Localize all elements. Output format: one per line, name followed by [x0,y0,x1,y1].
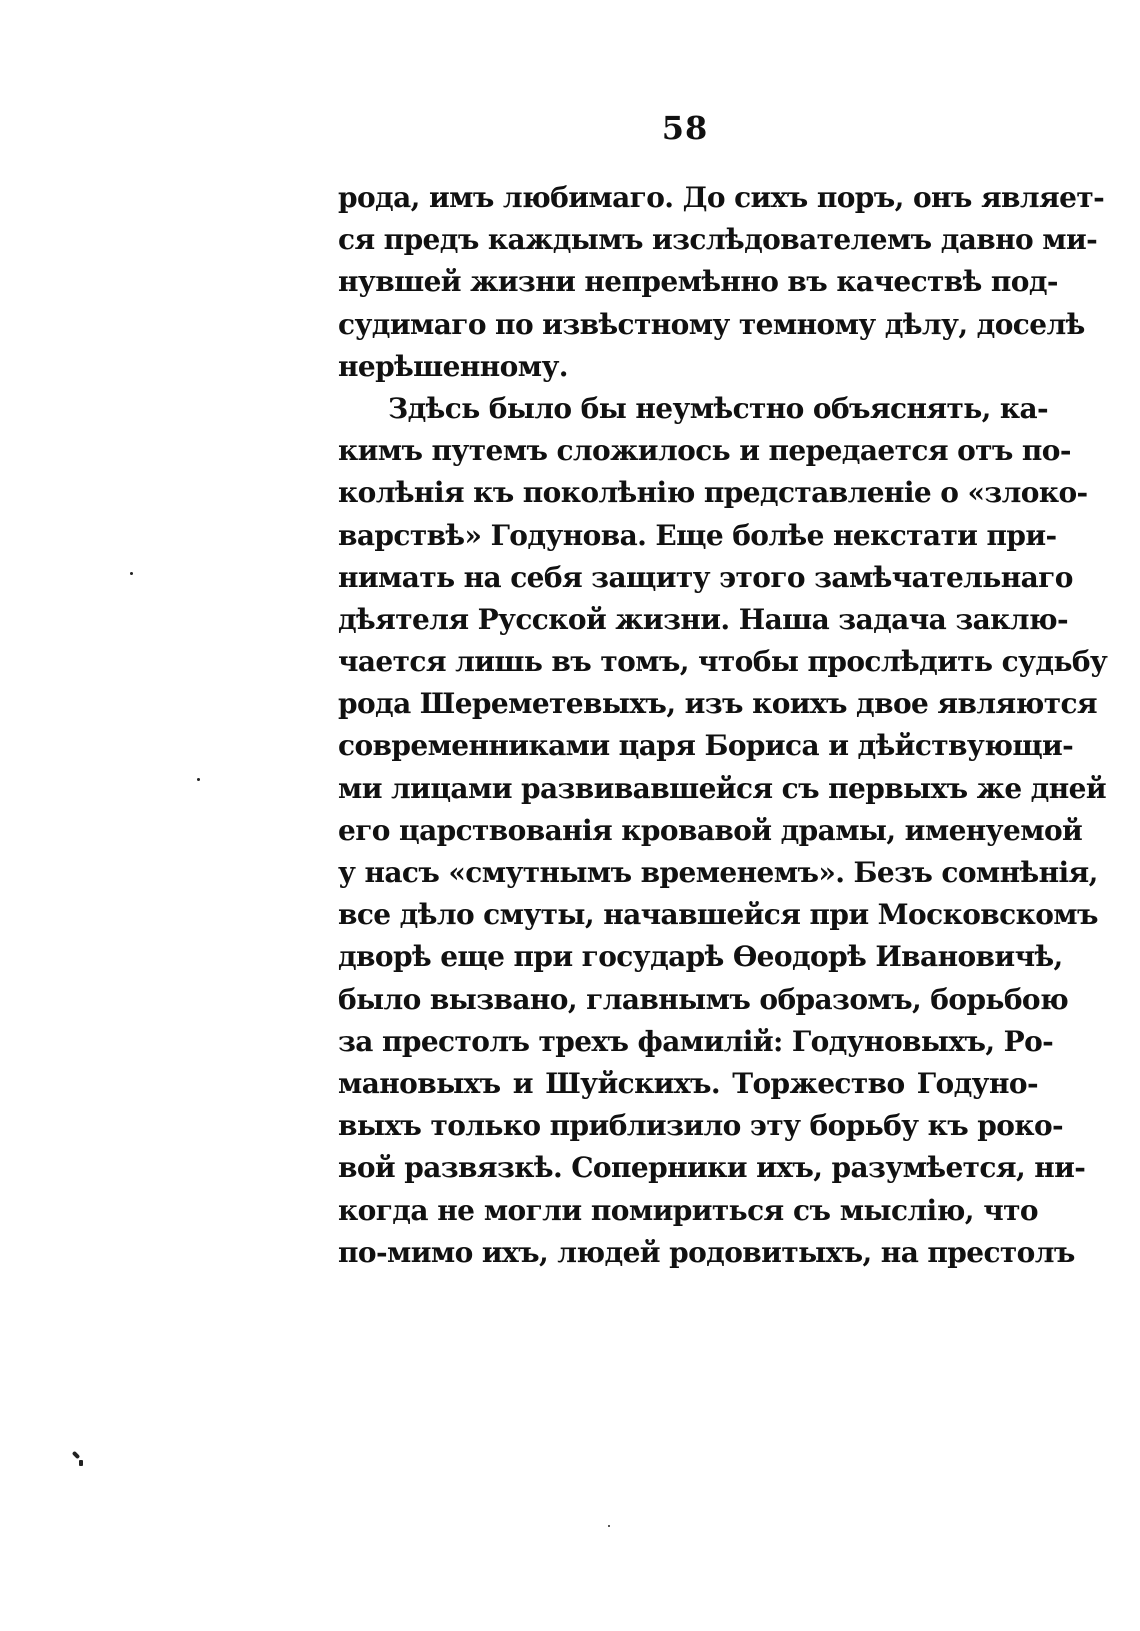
scan-speck [197,778,200,781]
text-line: рода Шереметевыхъ, изъ коихъ двое являются [338,687,1097,721]
text-line: было вызвано, главнымъ образомъ, борьбою [338,982,1069,1016]
text-line: его царствованія кровавой драмы, именуемой [338,813,1083,847]
scan-speck [130,572,133,575]
text-line: нувшей жизни непремѣнно въ качествѣ под- [338,265,1058,299]
text-line: рода, имъ любимаго. До сихъ поръ, онъ являет- [338,181,1105,214]
text-line: современниками царя Бориса и дѣйствующи- [338,729,1074,763]
text-line: за престолъ трехъ фамилій: Годуновыхъ, Ро- [338,1024,1054,1058]
text-line: мановыхъ и Шуйскихъ. Торжество Годуно- [338,1066,1038,1100]
text-line: варствѣ» Годунова. Еще болѣе некстати при- [338,518,1057,552]
scan-speck [79,1460,83,1466]
body-text [338,177,1108,1274]
text-line: все дѣло смуты, начавшейся при Московскомъ [338,898,1098,932]
page-number: 58 [661,109,709,147]
text-line: по-мимо ихъ, людей родовитыхъ, на престолъ [338,1235,1075,1269]
scan-speck [608,1525,610,1527]
text-line: судимаго по извѣстному темному дѣлу, доселѣ [338,307,1085,341]
text-line: нимать на себя защиту этого замѣчательнаго [338,560,1073,594]
text-line: ся предъ каждымъ изслѣдователемъ давно ми- [338,223,1098,257]
scan-speck [72,1451,80,1459]
text-line: у насъ «смутнымъ временемъ». Безъ сомнѣнія, [338,856,1098,889]
text-line: вой развязкѣ. Соперники ихъ, разумѣется, ни- [338,1151,1086,1185]
text-line: когда не могли помириться съ мыслію, что [338,1193,1038,1227]
text-line: дѣятеля Русской жизни. Наша задача заклю- [338,602,1069,636]
text-line: дворѣ еще при государѣ Ѳеодорѣ Ивановичѣ, [338,940,1063,974]
paragraph-end-line: нерѣшенному. [338,349,568,383]
paragraph-start-line: Здѣсь было бы неумѣстно объяснять, ка- [388,391,1049,425]
text-line: ми лицами развивавшейся съ первыхъ же дней [338,771,1107,805]
text-line: выхъ только приблизило эту борьбу къ роко- [338,1109,1064,1143]
text-line: колѣнія къ поколѣнію представленіе о «злоко- [338,476,1088,510]
text-line: кимъ путемъ сложилось и передается отъ по- [338,434,1071,468]
text-line: чается лишь въ томъ, чтобы прослѣдить судьбу [338,645,1108,679]
